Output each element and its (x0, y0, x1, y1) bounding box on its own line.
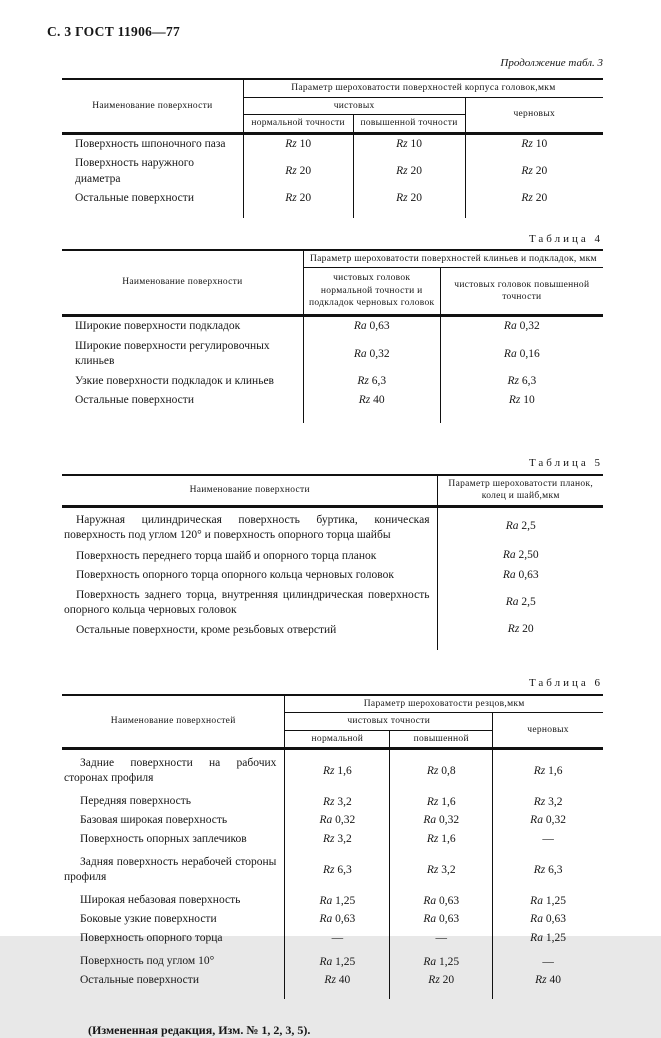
roughness-value: Ra 0,63 (390, 910, 493, 929)
roughness-value: Ra 2,5 (505, 595, 536, 608)
roughness-value: Ra 0,63 (390, 887, 493, 910)
roughness-value: Ra 2,50 (502, 548, 539, 561)
roughness-value: Ra 1,25 (285, 887, 390, 910)
roughness-value: Rz 40 (303, 391, 440, 411)
table5-col-header-param: Параметр шероховатости планок, колец и шайб,мкм (438, 475, 603, 507)
table-row (62, 189, 603, 209)
table6-col-header-name: Наименование поверхностей (62, 695, 285, 749)
roughness-value: Rz 20 (507, 623, 534, 635)
roughness-value: Rz 20 (243, 154, 353, 189)
spacer-cell (390, 990, 493, 999)
roughness-value: Rz 1,6 (390, 788, 493, 811)
roughness-value: — (285, 929, 390, 948)
roughness-value: Rz 1,6 (533, 765, 563, 777)
roughness-value: Rz 3,2 (285, 788, 390, 811)
spacer-cell (353, 209, 465, 218)
surface-name: Задняя поверхность нерабочей стороны профиля (62, 849, 285, 887)
page-content (47, 0, 603, 1038)
roughness-value: Ra 0,32 (530, 814, 566, 826)
table3-continuation-label: Продолжение табл. 3 (500, 57, 603, 69)
surface-name: Остальные поверхности (62, 189, 243, 209)
table-row (62, 585, 603, 620)
surface-name: Поверхность опорных заплечиков (62, 830, 285, 849)
roughness-value: Rz 20 (353, 189, 465, 209)
table-row (62, 788, 603, 811)
roughness-value: Rz 20 (390, 971, 493, 990)
roughness-value: — (542, 833, 554, 845)
table3-head-surface-roughness (62, 78, 603, 218)
roughness-value: Rz 40 (535, 974, 561, 986)
table5-label: Таблица 5 (528, 456, 603, 469)
roughness-value: Ra 1,25 (390, 948, 493, 971)
table3-col-header-param-group: Параметр шероховатости поверхностей корпуса головок,мкм (243, 79, 603, 97)
table6-col-header-clean-group: чистовых точности (285, 713, 493, 731)
table-row (62, 337, 603, 372)
roughness-value: Rz 6,3 (303, 372, 440, 392)
table6-col-header-rough: черновых (493, 713, 603, 749)
surface-name: Базовая широкая поверхность (62, 811, 285, 830)
table-row (62, 887, 603, 910)
roughness-value: Rz 20 (521, 165, 548, 177)
surface-name: Широкие поверхности регулировочных клиньев (62, 337, 303, 372)
amendment-note: (Измененная редакция, Изм. № 1, 2, 3, 5). (88, 1023, 311, 1037)
table-spacer-row (62, 990, 603, 999)
roughness-value: Rz 0,8 (390, 749, 493, 789)
roughness-value: Rz 3,2 (285, 830, 390, 849)
table-spacer-row (62, 411, 603, 423)
roughness-value: Ra 0,16 (503, 347, 540, 360)
table4-wedges-pads-roughness (62, 249, 603, 423)
spacer-cell (62, 640, 438, 650)
roughness-value: — (390, 929, 493, 948)
surface-name: Поверхность опорного торца опорного кольца черновых головок (62, 566, 438, 585)
spacer-cell (438, 640, 603, 650)
roughness-value: Ra 0,63 (285, 910, 390, 929)
surface-name: Остальные поверхности (62, 391, 303, 411)
table-row (62, 749, 603, 789)
roughness-value: Rz 40 (285, 971, 390, 990)
roughness-value: — (542, 955, 554, 968)
surface-name: Поверхность заднего торца, внутренняя цилиндрическая поверхность опорного кольца черновых головок (62, 585, 438, 620)
roughness-value: Rz 1,6 (390, 830, 493, 849)
table4-col-header-col1: чистовых головок нормальной точности и подкладок черновых головок (303, 268, 440, 316)
table-row (62, 948, 603, 971)
spacer-cell (440, 411, 603, 423)
table6-header-row-1 (62, 695, 603, 713)
table6-col-header-normal: нормальной (285, 730, 390, 749)
roughness-value: Rz 10 (353, 133, 465, 154)
table4-label: Таблица 4 (528, 232, 603, 245)
surface-name: Передняя поверхность (62, 788, 285, 811)
surface-name: Широкие поверхности подкладок (62, 316, 303, 337)
table3-col-header-rough: черновых (465, 97, 603, 133)
table-row (62, 929, 603, 948)
surface-name: Задние поверхности на рабочих сторонах профиля (62, 749, 285, 789)
roughness-value: Ra 0,63 (530, 913, 566, 925)
roughness-value: Rz 6,3 (507, 374, 537, 387)
table6-col-header-param-group: Параметр шероховатости резцов,мкм (285, 695, 603, 713)
roughness-value: Rz 20 (521, 192, 548, 205)
table-row (62, 545, 603, 566)
surface-name: Узкие поверхности подкладок и клиньев (62, 372, 303, 392)
surface-name: Остальные поверхности (62, 971, 285, 990)
table4-col-header-param-group: Параметр шероховатости поверхностей клиньев и подкладок, мкм (303, 250, 603, 268)
table-row (62, 372, 603, 392)
surface-name: Остальные поверхности, кроме резьбовых отверстий (62, 620, 438, 640)
roughness-value: Ra 0,32 (390, 811, 493, 830)
table-row (62, 849, 603, 887)
table3-col-header-name: Наименование поверхности (62, 79, 243, 133)
roughness-value: Ra 0,32 (285, 811, 390, 830)
table-row (62, 910, 603, 929)
surface-name: Наружная цилиндрическая поверхность буртика, коническая поверхность под углом 120° и поверхность опорного торца шайбы (62, 506, 438, 545)
table-spacer-row (62, 209, 603, 218)
spacer-cell (243, 209, 353, 218)
roughness-value: Ra 1,25 (530, 932, 566, 944)
roughness-value: Rz 10 (508, 394, 535, 407)
table-row (62, 811, 603, 830)
roughness-value: Ra 0,32 (503, 320, 540, 333)
roughness-value: Rz 6,3 (533, 864, 563, 876)
roughness-value: Rz 6,3 (285, 849, 390, 887)
spacer-cell (62, 411, 303, 423)
roughness-value: Ra 2,5 (505, 519, 536, 532)
table4-col-header-col2: чистовых головок повышенной точности (440, 268, 603, 316)
surface-name: Поверхность переднего торца шайб и опорного торца планок (62, 545, 438, 566)
spacer-cell (62, 209, 243, 218)
roughness-value: Rz 1,6 (285, 749, 390, 789)
table6-col-header-high: повышенной (390, 730, 493, 749)
surface-name: Поверхность шпоночного паза (62, 133, 243, 154)
roughness-value: Rz 20 (353, 154, 465, 189)
table6-label: Таблица 6 (528, 676, 603, 689)
spacer-cell (62, 990, 285, 999)
surface-name: Поверхность под углом 10° (62, 948, 285, 971)
table6-cutters-roughness (62, 694, 603, 1000)
roughness-value: Rz 3,2 (533, 795, 563, 808)
table3-header-row-1 (62, 79, 603, 97)
table5-col-header-name: Наименование поверхности (62, 475, 438, 507)
table5-header-row (62, 475, 603, 507)
table4-col-header-name: Наименование поверхности (62, 250, 303, 316)
spacer-cell (493, 990, 603, 999)
spacer-cell (285, 990, 390, 999)
roughness-value: Ra 0,32 (303, 337, 440, 372)
table-row (62, 506, 603, 545)
table5-strips-rings-washers-roughness (62, 474, 603, 650)
table-row (62, 154, 603, 189)
roughness-value: Ra 0,63 (502, 568, 539, 581)
table3-col-header-clean-group: чистовых (243, 97, 465, 115)
table-row (62, 316, 603, 337)
table-row (62, 133, 603, 154)
table-row (62, 971, 603, 990)
table4-header-row-1 (62, 250, 603, 268)
surface-name: Поверхность опорного торца (62, 929, 285, 948)
spacer-cell (465, 209, 603, 218)
table-row (62, 830, 603, 849)
roughness-value: Rz 10 (521, 137, 548, 150)
table3-col-header-high: повышенной точности (353, 115, 465, 134)
page-header: С. 3 ГОСТ 11906—77 (47, 24, 181, 39)
roughness-value: Ra 1,25 (530, 894, 566, 907)
roughness-value: Rz 20 (243, 189, 353, 209)
roughness-value: Rz 10 (243, 133, 353, 154)
roughness-value: Ra 0,63 (303, 316, 440, 337)
table-row (62, 620, 603, 640)
table-spacer-row (62, 640, 603, 650)
table3-col-header-normal: нормальной точности (243, 115, 353, 134)
surface-name: Боковые узкие поверхности (62, 910, 285, 929)
spacer-cell (303, 411, 440, 423)
surface-name: Широкая небазовая поверхность (62, 887, 285, 910)
table-row (62, 391, 603, 411)
roughness-value: Rz 3,2 (390, 849, 493, 887)
table-row (62, 566, 603, 585)
roughness-value: Ra 1,25 (285, 948, 390, 971)
surface-name: Поверхность наружного диаметра (62, 154, 243, 189)
